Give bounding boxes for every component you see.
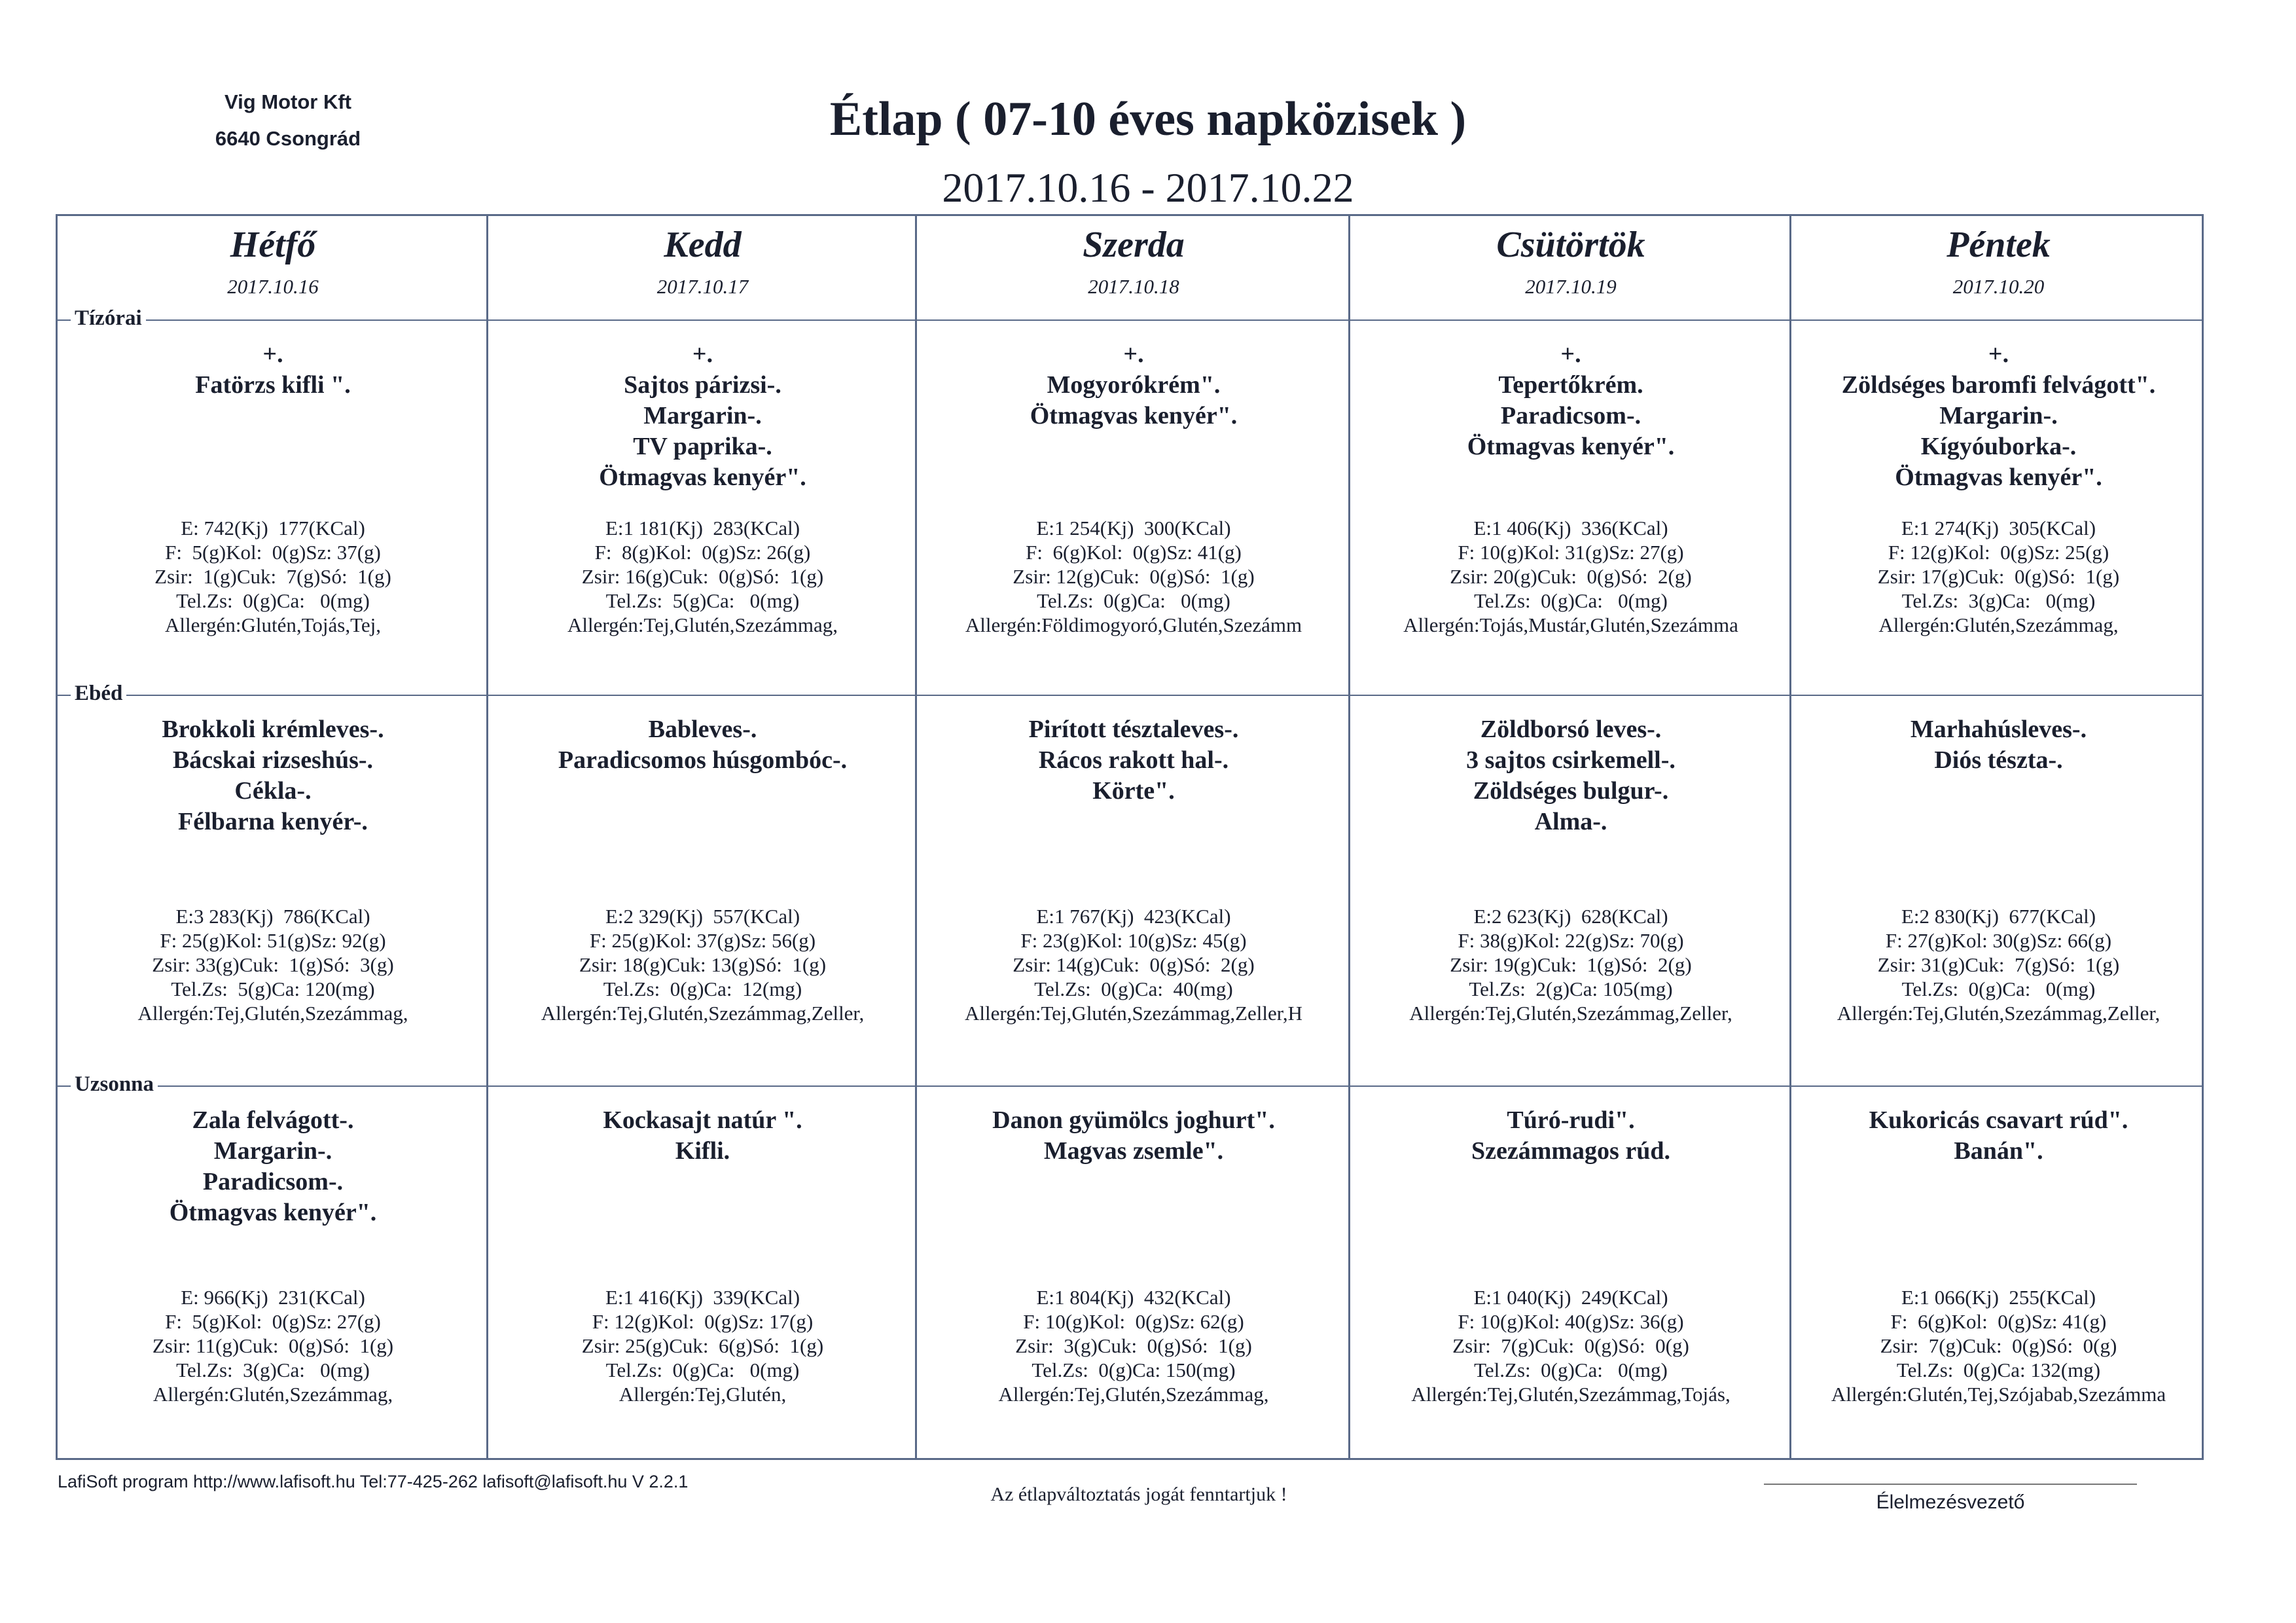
food-item: Félbarna kenyér-. [178, 808, 368, 835]
menu-cell [917, 695, 1350, 1085]
allergen-line: Allergén:Tojás,Mustár,Glutén,Szezámma [1403, 613, 1738, 636]
nutrition-line: F: 23(g)Kol: 10(g)Sz: 45(g) [1020, 929, 1247, 952]
nutrition-line: F: 6(g)Kol: 0(g)Sz: 41(g) [1026, 541, 1242, 564]
food-list [58, 339, 488, 401]
food-item: Rácos rakott hal-. [1038, 746, 1229, 774]
nutrition-line: Tel.Zs: 3(g)Ca: 0(mg) [1901, 589, 2096, 612]
nutrition-line: Tel.Zs: 0(g)Ca: 40(mg) [1034, 977, 1233, 1000]
allergen-line: Allergén:Földimogyoró,Glutén,Szezámm [965, 613, 1302, 636]
food-list [488, 339, 917, 493]
day-header [917, 216, 1350, 319]
nutrition-line: E:1 767(Kj) 423(KCal) [1036, 905, 1231, 928]
nutrition-line: Tel.Zs: 2(g)Ca: 105(mg) [1469, 977, 1673, 1000]
nutrition-line: F: 10(g)Kol: 31(g)Sz: 27(g) [1458, 541, 1684, 564]
meal-label: Ebéd [71, 682, 126, 706]
menu-cell [1350, 319, 1791, 695]
menu-cell [488, 319, 917, 695]
nutrition-info [58, 516, 488, 637]
nutrition-line: E: 966(Kj) 231(KCal) [181, 1286, 365, 1309]
food-item: Kockasajt natúr ". [603, 1106, 802, 1134]
food-item: Sajtos párizsi-. [624, 371, 781, 399]
nutrition-line: Zsir: 7(g)Cuk: 0(g)Só: 0(g) [1880, 1334, 2117, 1357]
day-date: 2017.10.19 [1525, 275, 1617, 298]
food-item: Kígyóuborka-. [1920, 433, 2077, 460]
nutrition-line: Tel.Zs: 3(g)Ca: 0(mg) [176, 1359, 370, 1381]
nutrition-info [917, 1285, 1350, 1406]
food-item: Ötmagvas kenyér". [169, 1199, 377, 1226]
nutrition-line: F: 5(g)Kol: 0(g)Sz: 27(g) [165, 1310, 381, 1333]
nutrition-line: F: 38(g)Kol: 22(g)Sz: 70(g) [1458, 929, 1684, 952]
food-item: Paradicsomos húsgombóc-. [558, 746, 848, 774]
food-item: Ötmagvas kenyér". [599, 464, 806, 491]
food-item: Kukoricás csavart rúd". [1869, 1106, 2128, 1134]
nutrition-info [1350, 904, 1791, 1025]
menu-cell [917, 1085, 1350, 1462]
nutrition-line: F: 10(g)Kol: 40(g)Sz: 36(g) [1458, 1310, 1684, 1333]
nutrition-line: Tel.Zs: 0(g)Ca: 132(mg) [1896, 1359, 2101, 1381]
food-item: Ötmagvas kenyér". [1030, 402, 1238, 429]
day-name: Kedd [664, 225, 742, 265]
nutrition-line: Tel.Zs: 0(g)Ca: 0(mg) [1901, 977, 2096, 1000]
food-item: +. [692, 340, 713, 368]
food-list [1350, 339, 1791, 462]
food-item: Kifli. [675, 1137, 730, 1165]
nutrition-info [1791, 1285, 2206, 1406]
menu-cell [58, 319, 488, 695]
nutrition-line: Tel.Zs: 0(g)Ca: 0(mg) [176, 589, 370, 612]
nutrition-line: Tel.Zs: 0(g)Ca: 0(mg) [1037, 589, 1230, 612]
day-name: Csütörtök [1496, 225, 1645, 265]
food-item: Zöldséges bulgur-. [1473, 777, 1669, 805]
food-item: Zala felvágott-. [192, 1106, 354, 1134]
menu-cell [1350, 1085, 1791, 1462]
allergen-line: Allergén:Tej,Glutén,Szezámmag,Zeller, [541, 1002, 865, 1025]
food-item: Marhahúsleves-. [1910, 716, 2087, 743]
meal-label: Tízórai [71, 306, 146, 331]
nutrition-line: Zsir: 12(g)Cuk: 0(g)Só: 1(g) [1013, 565, 1255, 588]
nutrition-line: E:1 274(Kj) 305(KCal) [1901, 517, 2096, 539]
nutrition-line: Zsir: 20(g)Cuk: 0(g)Só: 2(g) [1450, 565, 1692, 588]
nutrition-line: Zsir: 17(g)Cuk: 0(g)Só: 1(g) [1877, 565, 2120, 588]
nutrition-line: E:1 181(Kj) 283(KCal) [605, 517, 800, 539]
menu-table [56, 214, 2204, 1460]
nutrition-line: F: 12(g)Kol: 0(g)Sz: 25(g) [1888, 541, 2109, 564]
allergen-line: Allergén:Tej,Glutén,Szezámmag, [998, 1383, 1269, 1406]
nutrition-line: F: 10(g)Kol: 0(g)Sz: 62(g) [1023, 1310, 1244, 1333]
nutrition-line: Zsir: 25(g)Cuk: 6(g)Só: 1(g) [581, 1334, 824, 1357]
nutrition-info [488, 904, 917, 1025]
nutrition-line: E:2 830(Kj) 677(KCal) [1901, 905, 2096, 928]
food-list [1350, 1105, 1791, 1167]
food-item: Ötmagvas kenyér". [1467, 433, 1675, 460]
food-item: Margarin-. [1939, 402, 2058, 429]
food-list [917, 339, 1350, 431]
nutrition-line: E:1 406(Kj) 336(KCal) [1473, 517, 1668, 539]
food-item: Pirított tésztaleves-. [1028, 716, 1239, 743]
menu-cell [58, 695, 488, 1085]
food-item: TV paprika-. [633, 433, 772, 460]
allergen-line: Allergén:Tej,Glutén, [619, 1383, 787, 1406]
nutrition-line: Zsir: 1(g)Cuk: 7(g)Só: 1(g) [154, 565, 391, 588]
nutrition-info [1350, 1285, 1791, 1406]
nutrition-line: Zsir: 7(g)Cuk: 0(g)Só: 0(g) [1452, 1334, 1689, 1357]
nutrition-line: Zsir: 18(g)Cuk: 13(g)Só: 1(g) [579, 953, 827, 976]
nutrition-line: E: 742(Kj) 177(KCal) [181, 517, 365, 539]
food-item: Mogyorókrém". [1047, 371, 1221, 399]
nutrition-line: Zsir: 3(g)Cuk: 0(g)Só: 1(g) [1015, 1334, 1252, 1357]
allergen-line: Allergén:Glutén,Tej,Szójabab,Szezámma [1831, 1383, 2166, 1406]
food-item: Diós tészta-. [1934, 746, 2063, 774]
menu-cell [58, 1085, 488, 1462]
food-item: Alma-. [1534, 808, 1607, 835]
food-list [1350, 714, 1791, 837]
nutrition-line: Zsir: 19(g)Cuk: 1(g)Só: 2(g) [1450, 953, 1692, 976]
nutrition-line: Tel.Zs: 5(g)Ca: 0(mg) [605, 589, 800, 612]
nutrition-line: E:1 066(Kj) 255(KCal) [1901, 1286, 2096, 1309]
nutrition-line: F: 5(g)Kol: 0(g)Sz: 37(g) [165, 541, 381, 564]
menu-cell [1350, 695, 1791, 1085]
food-item: Banán". [1954, 1137, 2043, 1165]
day-date: 2017.10.16 [227, 275, 319, 298]
day-name: Hétfő [230, 225, 316, 265]
day-date: 2017.10.17 [656, 275, 749, 298]
date-range: 2017.10.16 - 2017.10.22 [942, 164, 1354, 211]
allergen-line: Allergén:Tej,Glutén,Szezámmag,Tojás, [1411, 1383, 1731, 1406]
nutrition-line: Tel.Zs: 0(g)Ca: 150(mg) [1031, 1359, 1236, 1381]
nutrition-info [58, 1285, 488, 1406]
food-item: Túró-rudi". [1507, 1106, 1635, 1134]
nutrition-line: E:1 040(Kj) 249(KCal) [1473, 1286, 1668, 1309]
nutrition-line: Zsir: 33(g)Cuk: 1(g)Só: 3(g) [152, 953, 394, 976]
menu-cell [917, 319, 1350, 695]
food-list [917, 1105, 1350, 1167]
food-item: 3 sajtos csirkemell-. [1466, 746, 1676, 774]
nutrition-line: F: 25(g)Kol: 37(g)Sz: 56(g) [589, 929, 816, 952]
change-notice: Az étlapváltoztatás jogát fenntartjuk ! [990, 1484, 1287, 1505]
signature-label: Élelmezésvezető [1876, 1491, 2025, 1513]
food-item: Körte". [1092, 777, 1175, 805]
nutrition-line: E:1 416(Kj) 339(KCal) [605, 1286, 800, 1309]
food-item: Magvas zsemle". [1043, 1137, 1224, 1165]
allergen-line: Allergén:Tej,Glutén,Szezámmag, [567, 613, 838, 636]
food-list [1791, 339, 2206, 493]
day-date: 2017.10.20 [1952, 275, 2045, 298]
nutrition-line: Tel.Zs: 5(g)Ca: 120(mg) [171, 977, 375, 1000]
menu-cell [488, 1085, 917, 1462]
menu-cell [488, 695, 917, 1085]
day-name: Szerda [1083, 225, 1185, 265]
nutrition-line: Tel.Zs: 0(g)Ca: 12(mg) [603, 977, 802, 1000]
menu-cell [1791, 1085, 2206, 1462]
food-item: +. [1123, 340, 1144, 368]
allergen-line: Allergén:Glutén,Szezámmag, [152, 1383, 393, 1406]
food-item: Szezámmagos rúd. [1471, 1137, 1670, 1165]
nutrition-info [917, 516, 1350, 637]
allergen-line: Allergén:Tej,Glutén,Szezámmag, [137, 1002, 408, 1025]
food-item: Zöldborsó leves-. [1480, 716, 1662, 743]
day-header [1791, 216, 2206, 319]
food-list [1791, 714, 2206, 776]
nutrition-info [1791, 516, 2206, 637]
food-item: Paradicsom-. [1500, 402, 1641, 429]
nutrition-line: F: 25(g)Kol: 51(g)Sz: 92(g) [160, 929, 386, 952]
nutrition-line: E:3 283(Kj) 786(KCal) [175, 905, 370, 928]
nutrition-line: E:2 329(Kj) 557(KCal) [605, 905, 800, 928]
signature-line [1764, 1484, 2137, 1485]
nutrition-line: F: 8(g)Kol: 0(g)Sz: 26(g) [594, 541, 811, 564]
day-header [58, 216, 488, 319]
food-item: Margarin-. [643, 402, 762, 429]
day-date: 2017.10.18 [1088, 275, 1179, 298]
nutrition-line: E:2 623(Kj) 628(KCal) [1473, 905, 1668, 928]
day-name: Péntek [1946, 225, 2051, 265]
food-item: Fatörzs kifli ". [195, 371, 351, 399]
nutrition-line: E:1 804(Kj) 432(KCal) [1036, 1286, 1231, 1309]
food-list [488, 1105, 917, 1167]
allergen-line: Allergén:Glutén,Tojás,Tej, [165, 613, 381, 636]
nutrition-line: F: 12(g)Kol: 0(g)Sz: 17(g) [592, 1310, 814, 1333]
food-list [58, 714, 488, 837]
nutrition-line: Tel.Zs: 0(g)Ca: 0(mg) [1474, 589, 1668, 612]
food-item: Paradicsom-. [202, 1168, 344, 1195]
food-item: Margarin-. [213, 1137, 332, 1165]
day-header [1350, 216, 1791, 319]
nutrition-line: Tel.Zs: 0(g)Ca: 0(mg) [1474, 1359, 1668, 1381]
software-info: LafiSoft program http://www.lafisoft.hu Tel:77-425-262 lafisoft@lafisoft.hu V 2.2.1 [58, 1472, 689, 1491]
food-item: Bácskai rizseshús-. [172, 746, 374, 774]
allergen-line: Allergén:Glutén,Szezámmag, [1878, 613, 2119, 636]
food-list [58, 1105, 488, 1228]
nutrition-line: Zsir: 11(g)Cuk: 0(g)Só: 1(g) [152, 1334, 394, 1357]
food-item: Tepertőkrém. [1498, 371, 1643, 399]
nutrition-info [1350, 516, 1791, 637]
nutrition-info [917, 904, 1350, 1025]
menu-cell [1791, 319, 2206, 695]
food-list [917, 714, 1350, 807]
day-header [488, 216, 917, 319]
meal-label: Uzsonna [71, 1072, 158, 1097]
nutrition-line: F: 27(g)Kol: 30(g)Sz: 66(g) [1885, 929, 2112, 952]
nutrition-line: Zsir: 14(g)Cuk: 0(g)Só: 2(g) [1013, 953, 1255, 976]
food-item: Danon gyümölcs joghurt". [992, 1106, 1275, 1134]
nutrition-info [58, 904, 488, 1025]
nutrition-line: Tel.Zs: 0(g)Ca: 0(mg) [605, 1359, 800, 1381]
company-name: Vig Motor Kft [224, 90, 351, 113]
allergen-line: Allergén:Tej,Glutén,Szezámmag,Zeller,H [965, 1002, 1302, 1025]
company-address: 6640 Csongrád [215, 127, 361, 150]
allergen-line: Allergén:Tej,Glutén,Szezámmag,Zeller, [1409, 1002, 1732, 1025]
nutrition-info [488, 516, 917, 637]
food-list [1791, 1105, 2206, 1167]
menu-cell [1791, 695, 2206, 1085]
nutrition-line: Zsir: 31(g)Cuk: 7(g)Só: 1(g) [1877, 953, 2120, 976]
nutrition-line: E:1 254(Kj) 300(KCal) [1036, 517, 1231, 539]
food-item: Ötmagvas kenyér". [1895, 464, 2102, 491]
nutrition-line: Zsir: 16(g)Cuk: 0(g)Só: 1(g) [581, 565, 824, 588]
food-item: +. [1560, 340, 1581, 368]
food-item: +. [1988, 340, 2009, 368]
food-item: Zöldséges baromfi felvágott". [1841, 371, 2156, 399]
food-item: Bableves-. [648, 716, 757, 743]
food-item: +. [262, 340, 283, 368]
food-item: Brokkoli krémleves-. [162, 716, 384, 743]
food-item: Cékla-. [234, 777, 312, 805]
allergen-line: Allergén:Tej,Glutén,Szezámmag,Zeller, [1837, 1002, 2161, 1025]
nutrition-info [488, 1285, 917, 1406]
nutrition-info [1791, 904, 2206, 1025]
food-list [488, 714, 917, 776]
nutrition-line: F: 6(g)Kol: 0(g)Sz: 41(g) [1890, 1310, 2107, 1333]
page-title: Étlap ( 07-10 éves napközisek ) [829, 92, 1467, 146]
